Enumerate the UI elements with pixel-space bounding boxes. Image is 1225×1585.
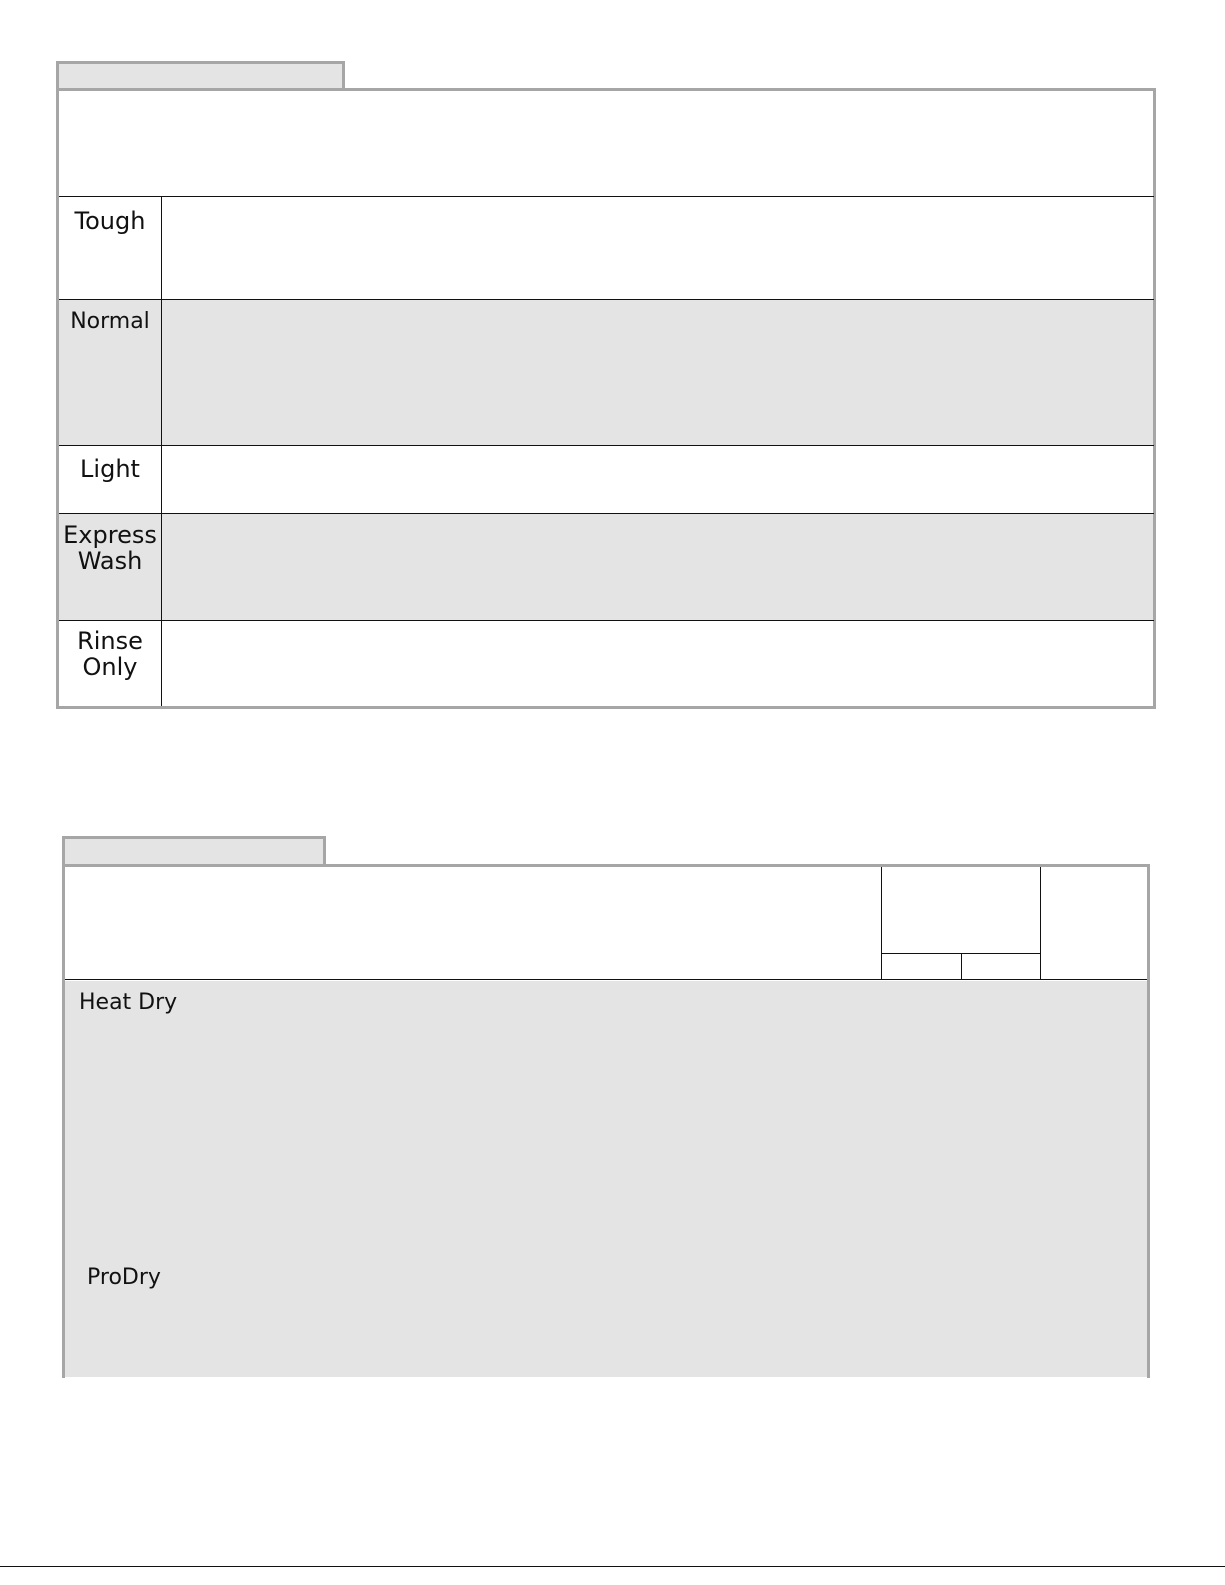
page-bottom-rule [0,1566,1225,1567]
option-label-prodry: ProDry [87,1265,161,1290]
row-divider [59,299,1154,300]
cycle-label-rinse-only: Rinse Only [77,627,143,681]
cycle-label-express-wash: Express Wash [63,521,157,575]
subheader-column-divider [961,953,962,980]
options-table-tab [62,836,326,867]
row-divider [59,620,1154,621]
options-table [62,864,1150,1378]
header-column-divider [1040,867,1041,980]
cycles-table [56,88,1156,709]
option-label-heat-dry: Heat Dry [79,990,178,1015]
row-divider [59,513,1154,514]
cycles-table-tab [56,61,345,91]
cycle-label-normal: Normal [70,309,150,334]
row-divider [59,196,1154,197]
column-divider [161,197,162,706]
header-divider [65,979,1147,980]
cycle-label-light: Light [80,455,140,483]
row-divider [59,445,1154,446]
header-column-divider [881,867,882,980]
cycle-label-tough: Tough [74,207,146,235]
